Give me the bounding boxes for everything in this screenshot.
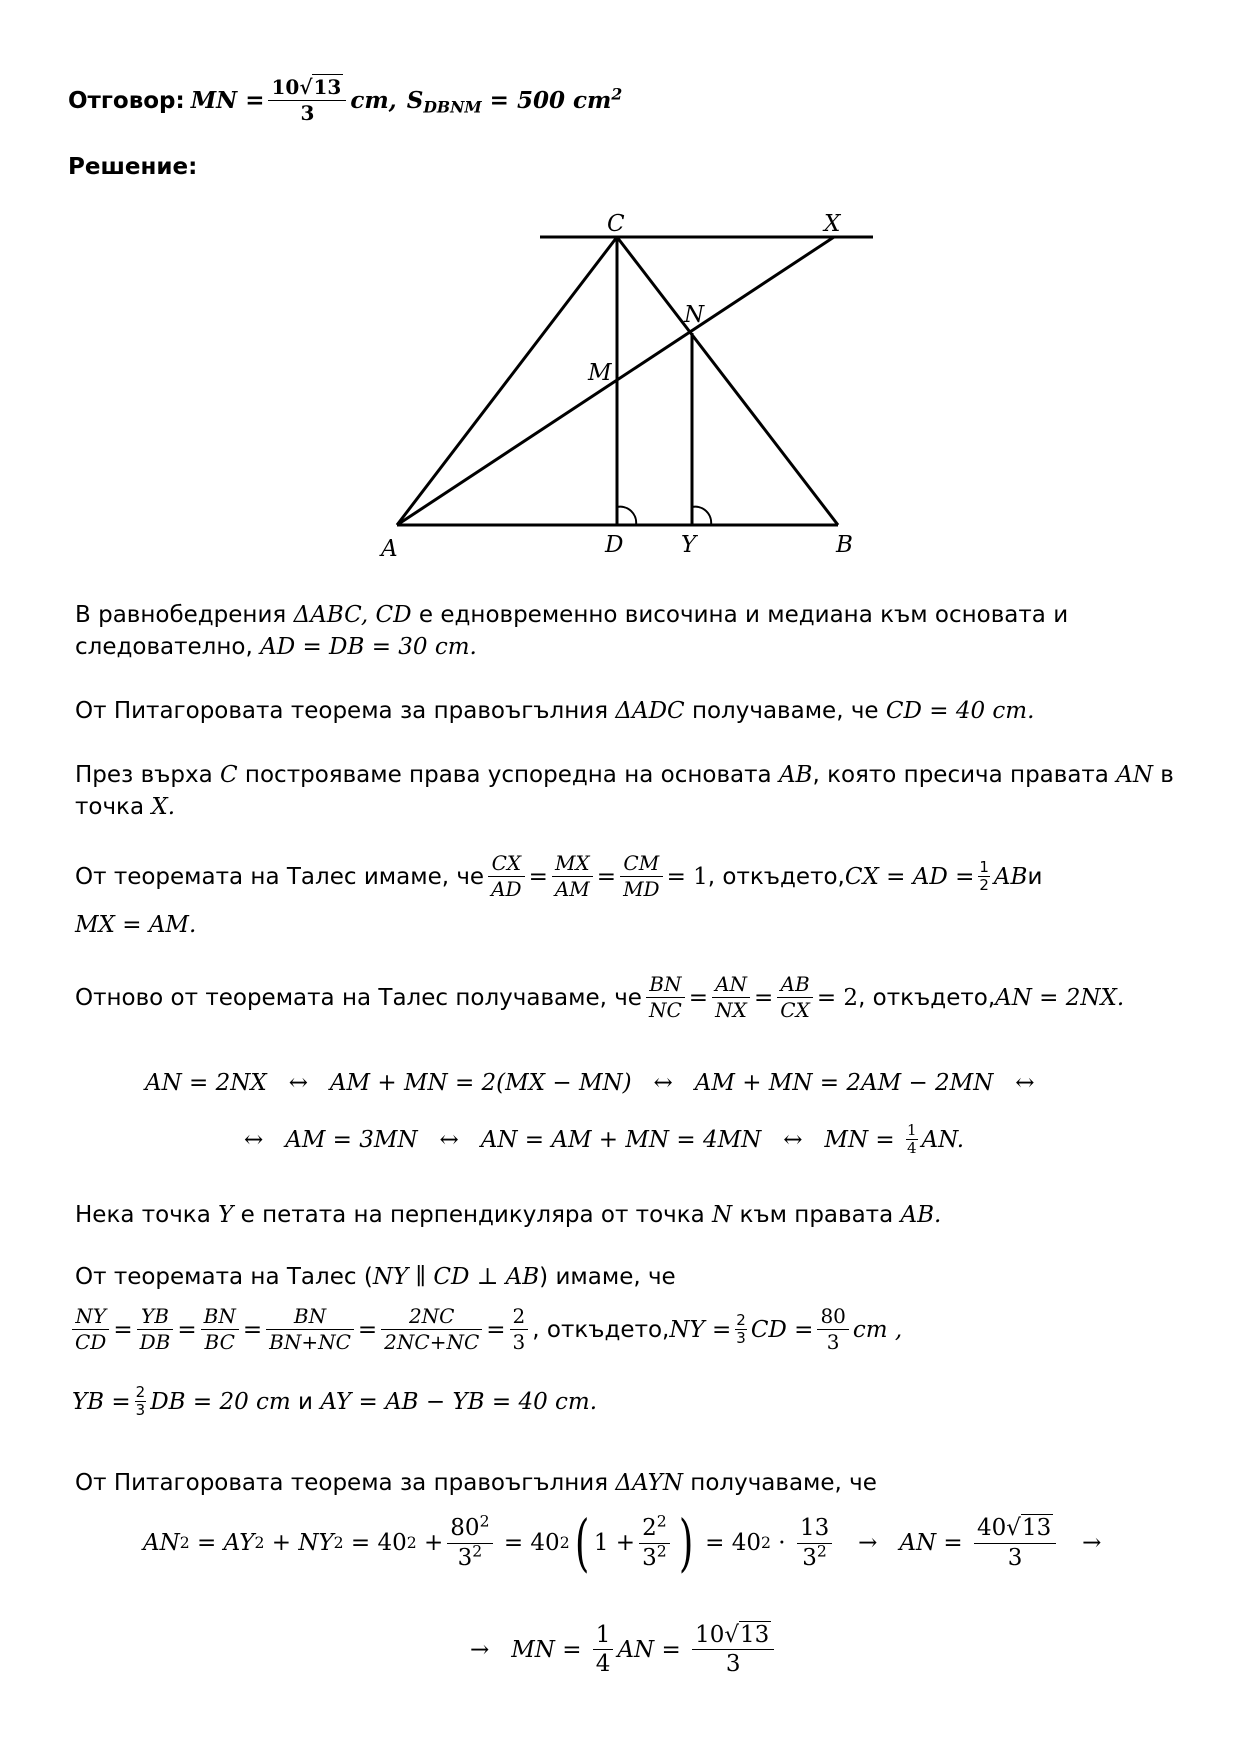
fraction-mx-am: $\frac{MX}{AM}$ xyxy=(552,852,593,901)
paragraph-8-ratio-chain: $\frac{NY}{CD}$ = $\frac{YB}{DB}$ = $\frac{BN}{BC}$ = $\frac{BN}{BN+NC}$ = $\frac{2NC}{2NC+NC}$ = $\frac{2}{3}$ , откъдето, NY = $\frac{2}{3}$ CD = $\frac{80}{3}$ cm , xyxy=(72,1305,902,1354)
paragraph-4-line-1: От теоремата на Талес имаме, че $\frac{CX}{AD}$ = $\frac{MX}{AM}$ = $\frac{CM}{MD}$ = 1 , откъдето, CX = AD = $\frac{1}{2}$ AB и xyxy=(75,851,1043,901)
paragraph-3-line-2: точка X. xyxy=(75,794,176,820)
equation-mn-result: → MN = $\frac{1}{4}$ AN = $\frac{10√13}{3}$ xyxy=(470,1622,778,1678)
answer-area: $S_{DBNM} = 500$ $cm^2$ xyxy=(406,84,623,117)
fraction-yb-db: $\frac{YB}{DB}$ xyxy=(137,1305,174,1354)
fraction-bn-bc: $\frac{BN}{BC}$ xyxy=(201,1305,239,1354)
paragraph-9: YB = $\frac{2}{3}$ DB = 20 cm и AY = AB − YB = 40 cm. xyxy=(72,1383,598,1420)
fraction-two-thirds: $\frac{2}{3}$ xyxy=(510,1305,529,1354)
segment-bc xyxy=(617,237,838,525)
paragraph-10: От Питагоровата теорема за правоъгълния ΔAYN получаваме, че xyxy=(75,1470,877,1496)
fraction-bn-bn-nc: $\frac{BN}{BN+NC}$ xyxy=(266,1305,354,1354)
paragraph-7: От теоремата на Талес (NY ∥ CD ⊥ AB) имаме, че xyxy=(75,1264,676,1290)
label-m: M xyxy=(588,360,612,386)
label-y: Y xyxy=(681,532,697,558)
fraction-cx-ad: $\frac{CX}{AD}$ xyxy=(488,852,524,901)
geometry-figure xyxy=(0,0,1240,560)
paragraph-4-line-2: MX = AM. xyxy=(75,912,197,938)
equation-chain-1: AN = 2NX ↔ AM + MN = 2(MX − MN) ↔ AM + MN = 2AM − 2MN ↔ xyxy=(145,1070,1035,1096)
fraction-an-nx: $\frac{AN}{NX}$ xyxy=(712,973,750,1022)
equation-an-squared: AN 2 = AY 2 + NY 2 = 40 2 + $\frac{80^2}{3^2}$ = 40 2 ( 1 + $\frac{2^2}{3^2}$ ) = 40 2 · $\frac{13}{3^2}$ → AN = $\frac{40√13}{3}$ → xyxy=(143,1506,1102,1579)
equation-chain-2: ↔ AM = 3MN ↔ AN = AM + MN = 4MN ↔ MN = $\frac{1}{4}$ AN. xyxy=(244,1121,965,1158)
paragraph-5: Отново от теоремата на Талес получаваме, че $\frac{BN}{NC}$ = $\frac{AN}{NX}$ = $\frac{AB}{CX}$ = 2 , откъдето, AN = 2NX. xyxy=(75,972,1125,1022)
fraction-ny-cd: $\frac{NY}{CD}$ xyxy=(72,1305,109,1354)
fraction-2nc-3nc: $\frac{2NC}{2NC+NC}$ xyxy=(381,1305,482,1354)
fraction-two-thirds-small: $\frac{2}{3}$ xyxy=(736,1310,746,1347)
label-n: N xyxy=(684,302,705,328)
label-x: X xyxy=(824,211,841,237)
fraction-cm-md: $\frac{CM}{MD}$ xyxy=(620,852,663,901)
answer-mn-lhs: MN = xyxy=(190,87,265,114)
answer-mn-unit: cm, xyxy=(350,87,397,114)
fraction-80-3: $\frac{80}{3}$ xyxy=(817,1305,848,1354)
fraction-10sqrt13-3: $\frac{10√13}{3}$ xyxy=(692,1622,774,1678)
fraction-ab-cx: $\frac{AB}{CX}$ xyxy=(777,973,813,1022)
label-c: C xyxy=(607,211,625,237)
paragraph-1-line-2: следователно, AD = DB = 30 cm. xyxy=(75,634,477,660)
fraction-2sq-3sq: $\frac{2^2}{3^2}$ xyxy=(639,1515,670,1571)
fraction-bn-nc: $\frac{BN}{NC}$ xyxy=(646,973,685,1022)
fraction-13-3sq: $\frac{13}{3^2}$ xyxy=(797,1515,832,1571)
label-d: D xyxy=(605,532,624,558)
right-angle-d xyxy=(617,507,636,525)
answer-mn-fraction: $\frac{10√13}{3}$ xyxy=(268,76,346,125)
fraction-40sqrt13-3: $\frac{40√13}{3}$ xyxy=(974,1515,1056,1571)
fraction-quarter: $\frac{1}{4}$ xyxy=(906,1121,917,1158)
fraction-quarter-large: $\frac{1}{4}$ xyxy=(593,1622,614,1678)
answer-label: Отговор: xyxy=(68,87,185,114)
solution-label: Решение: xyxy=(68,154,198,180)
segment-ac xyxy=(397,237,617,525)
fraction-80sq-3sq: $\frac{80^2}{3^2}$ xyxy=(447,1515,492,1571)
paragraph-1-line-1: В равнобедрения ΔABC, CD е едновременно височина и медиана към основата и xyxy=(75,602,1069,628)
right-angle-y xyxy=(692,507,711,525)
label-a: A xyxy=(381,536,398,560)
paragraph-6: Нека точка Y е петата на перпендикуляра от точка N към правата AB. xyxy=(75,1202,942,1228)
fraction-half: $\frac{1}{2}$ xyxy=(979,857,989,894)
fraction-two-thirds-yb: $\frac{2}{3}$ xyxy=(135,1383,146,1420)
paragraph-2: От Питагоровата теорема за правоъгълния ΔADC получаваме, че CD = 40 cm. xyxy=(75,698,1035,724)
label-b: B xyxy=(836,532,853,558)
paragraph-3-line-1: През върха C построяваме права успоредна на основата AB, която пресича правата AN в xyxy=(75,762,1174,788)
